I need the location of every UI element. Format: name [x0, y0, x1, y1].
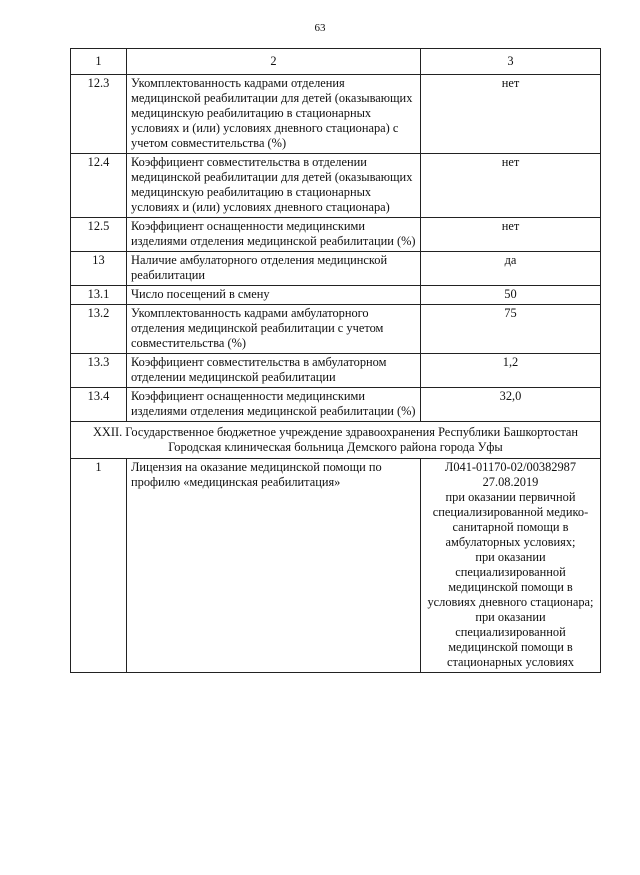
row-value: 32,0	[421, 388, 601, 422]
header-col-3: 3	[421, 49, 601, 75]
page-number: 63	[314, 22, 326, 34]
row-text: Наличие амбулаторного отделения медицинской реабилитации	[127, 252, 421, 286]
row-number: 13.1	[71, 286, 127, 305]
section-title: XXII. Государственное бюджетное учреждение здравоохранения Республики Башкортостан Городская клиническая больница Демского района города Уфы	[71, 422, 601, 459]
table-row	[71, 218, 601, 252]
table-row	[71, 388, 601, 422]
row-value: нет	[421, 218, 601, 252]
table-row	[71, 252, 601, 286]
row-number: 13	[71, 252, 127, 286]
table-row	[71, 286, 601, 305]
data-table	[70, 48, 601, 673]
row-value: 75	[421, 305, 601, 354]
table-row	[71, 305, 601, 354]
row-number: 13.2	[71, 305, 127, 354]
row-number: 12.5	[71, 218, 127, 252]
row-text: Укомплектованность кадрами отделения медицинской реабилитации для детей (оказывающих медицинскую реабилитацию в стационарных условиях и (или) условиях дневного стационара) с учетом совместительства (%)	[127, 75, 421, 154]
row-number: 13.3	[71, 354, 127, 388]
table-header-row	[71, 49, 601, 75]
row-number: 1	[71, 459, 127, 673]
license-details	[421, 459, 601, 673]
row-value: нет	[421, 75, 601, 154]
row-text: Коэффициент оснащенности медицинскими изделиями отделения медицинской реабилитации (%)	[127, 388, 421, 422]
table-row	[71, 354, 601, 388]
header-col-1: 1	[71, 49, 127, 75]
row-number: 13.4	[71, 388, 127, 422]
license-number: Л041-01170-02/00382987	[444, 460, 577, 474]
row-text: Укомплектованность кадрами амбулаторного отделения медицинской реабилитации с учетом совместительства (%)	[127, 305, 421, 354]
row-value: 50	[421, 286, 601, 305]
license-scope-inpatient: при оказании специализированной медицинской помощи в стационарных условиях	[446, 610, 575, 669]
row-number: 12.3	[71, 75, 127, 154]
row-number: 12.4	[71, 154, 127, 218]
row-value: нет	[421, 154, 601, 218]
row-value: да	[421, 252, 601, 286]
section-header-row	[71, 422, 601, 459]
row-value: 1,2	[421, 354, 601, 388]
license-scope-day-hospital: при оказании специализированной медицинской помощи в условиях дневного стационара;	[427, 550, 594, 609]
header-col-2: 2	[127, 49, 421, 75]
row-text: Коэффициент совместительства в отделении медицинской реабилитации для детей (оказывающих медицинскую реабилитацию в стационарных условиях и (или) условиях дневного стационара)	[127, 154, 421, 218]
row-text: Лицензия на оказание медицинской помощи по профилю «медицинская реабилитация»	[127, 459, 421, 673]
row-text: Коэффициент оснащенности медицинскими изделиями отделения медицинской реабилитации (%)	[127, 218, 421, 252]
license-date: 27.08.2019	[482, 475, 539, 489]
table-row	[71, 75, 601, 154]
row-text: Коэффициент совместительства в амбулаторном отделении медицинской реабилитации	[127, 354, 421, 388]
table-row	[71, 154, 601, 218]
license-scope-outpatient: при оказании первичной специализированной медико-санитарной помощи в амбулаторных условиях;	[432, 490, 589, 549]
license-row	[71, 459, 601, 673]
row-text: Число посещений в смену	[127, 286, 421, 305]
